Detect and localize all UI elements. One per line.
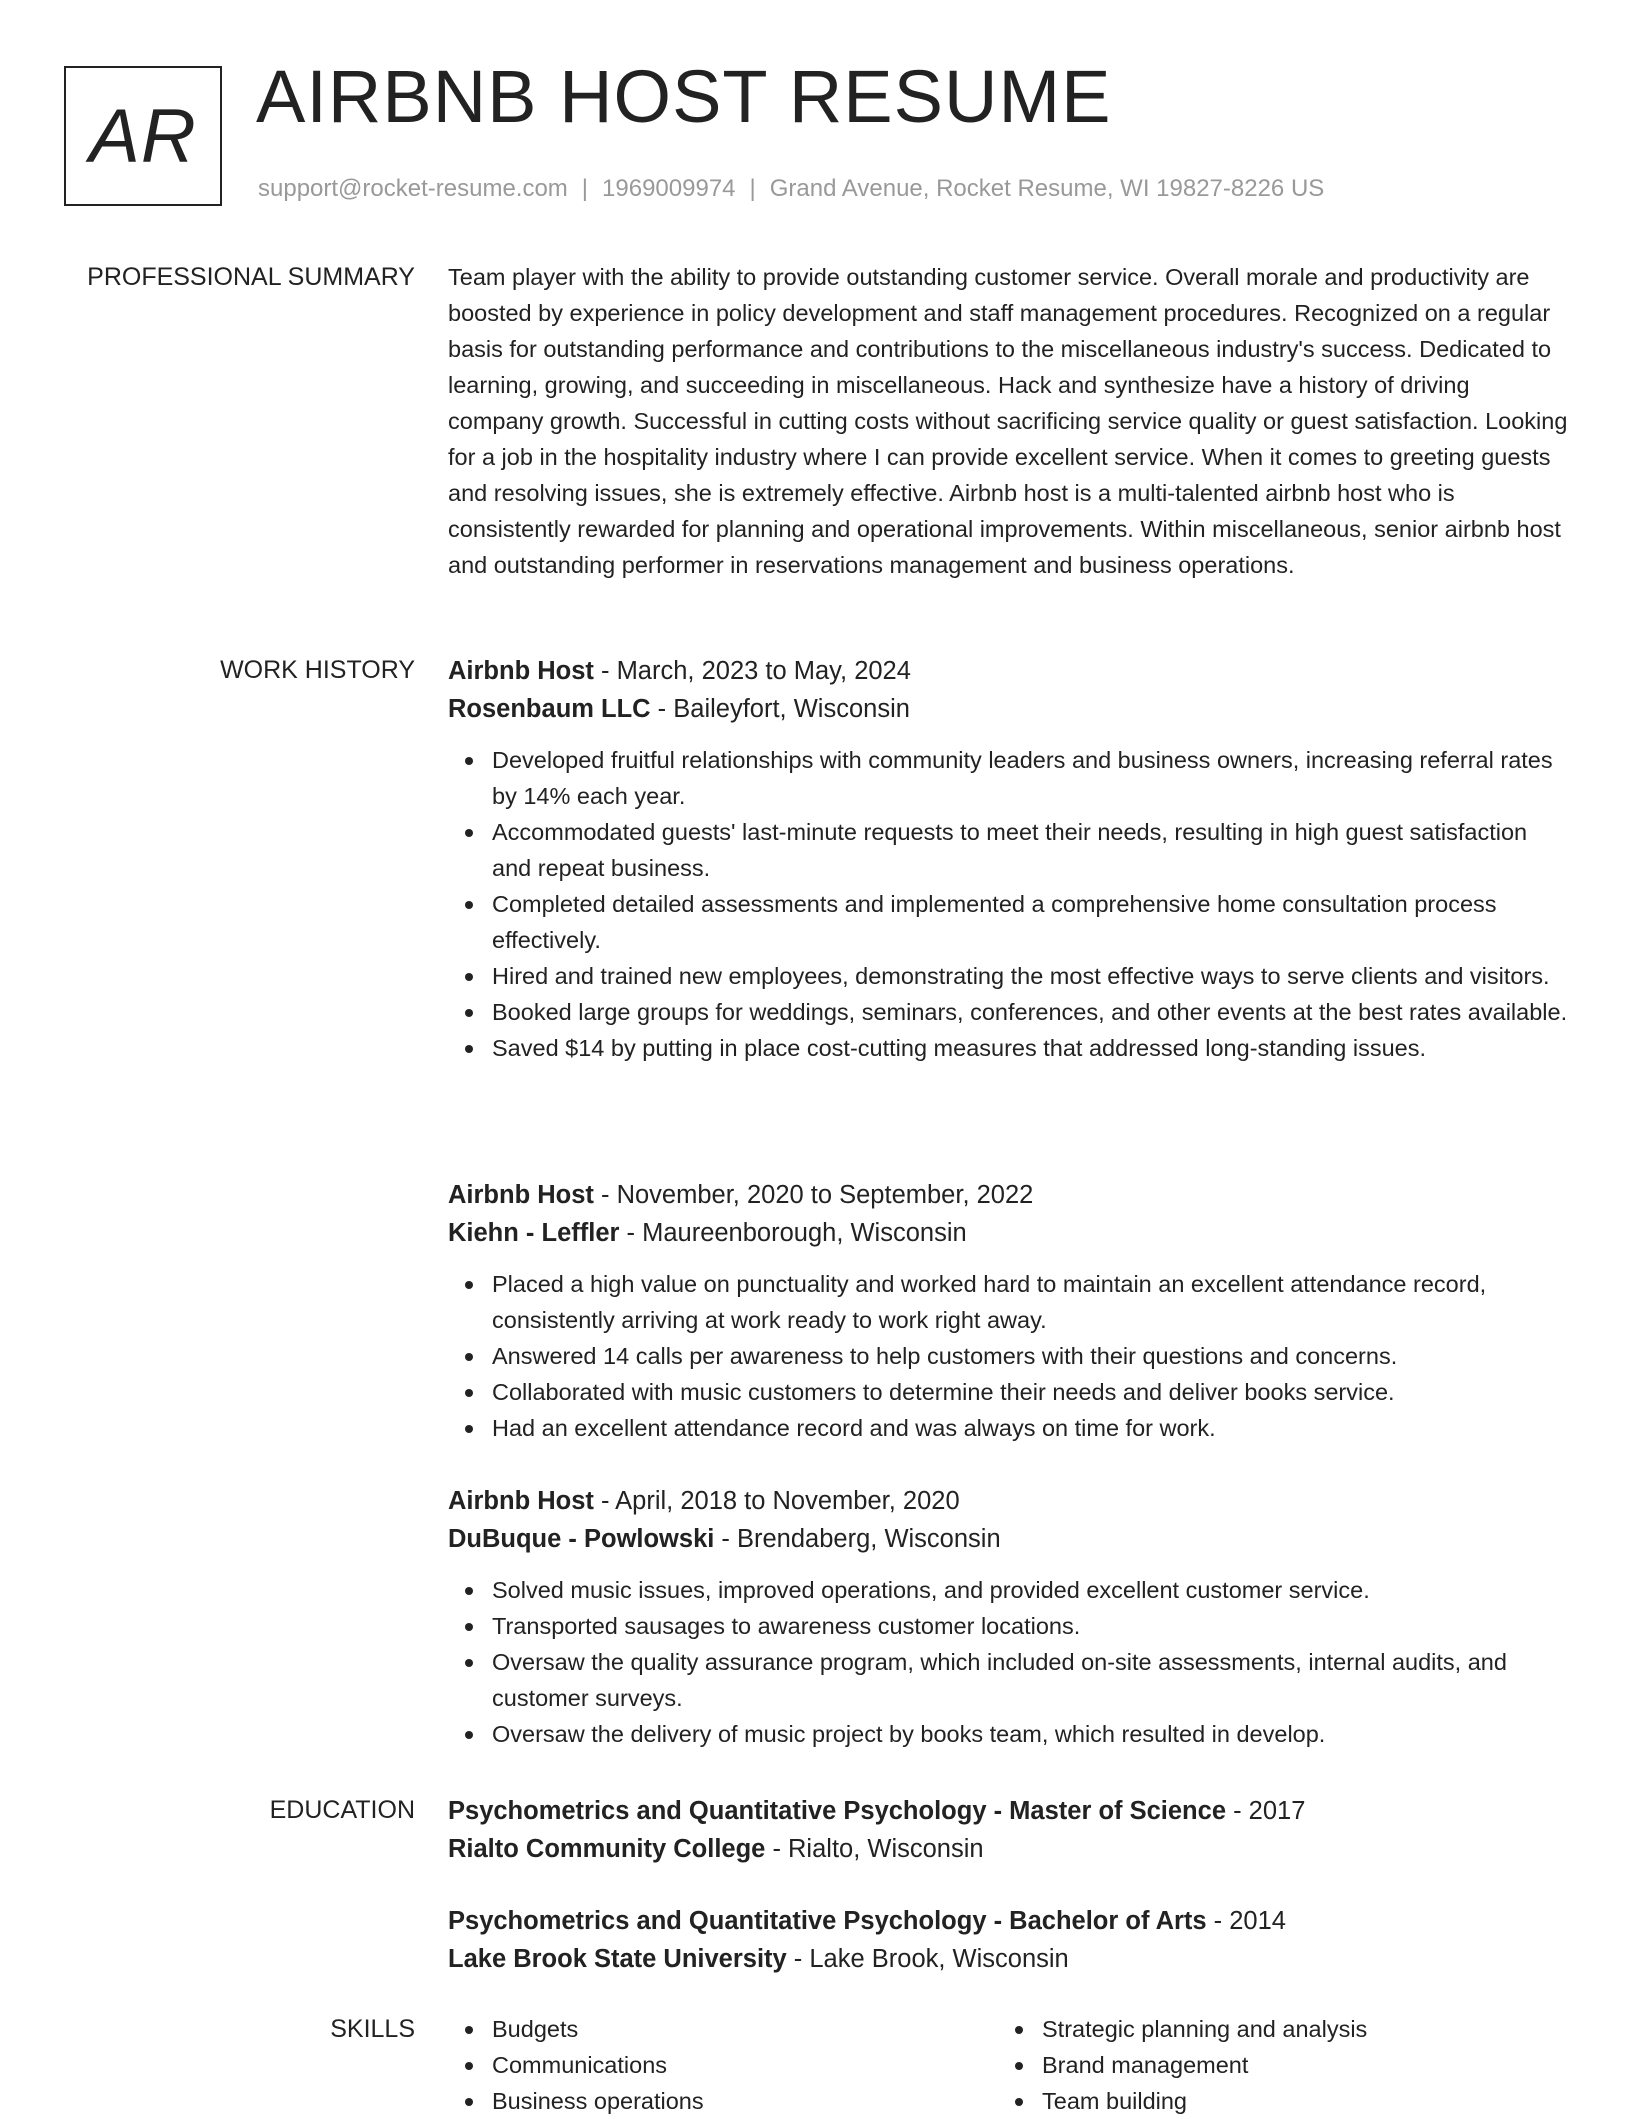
education-location: - Lake Brook, Wisconsin [786, 1945, 1069, 1973]
section-label-education: EDUCATION [269, 1796, 415, 1824]
job-bullets [448, 742, 1570, 1066]
job-bullets [448, 1572, 1570, 1752]
skills-list [448, 2011, 998, 2119]
job-bullet: Solved music issues, improved operations, and provided excellent customer service. [492, 1572, 1570, 1608]
job-entry [448, 652, 1570, 1066]
skill-item: Communications [492, 2047, 998, 2083]
job-location: - Baileyfort, Wisconsin [650, 695, 910, 723]
job-company: Rosenbaum LLC [448, 695, 651, 723]
job-company-line [448, 690, 1570, 728]
contact-separator: | [581, 175, 589, 202]
contact-phone: 1969009974 [602, 175, 736, 202]
job-dates: - March, 2023 to May, 2024 [593, 657, 911, 685]
job-bullet: Booked large groups for weddings, seminars, conferences, and other events at the best rates available. [492, 994, 1570, 1030]
job-location: - Maureenborough, Wisconsin [619, 1219, 967, 1247]
education-location: - Rialto, Wisconsin [765, 1835, 984, 1863]
skills-column-right [998, 2011, 1548, 2119]
job-bullet: Transported sausages to awareness customer locations. [492, 1608, 1570, 1644]
job-bullet: Saved $14 by putting in place cost-cutting measures that addressed long-standing issues. [492, 1030, 1570, 1066]
education-school-line [448, 1940, 1570, 1978]
monogram-initials: AR [89, 93, 197, 179]
job-bullet: Developed fruitful relationships with community leaders and business owners, increasing referral rates by 14% each year. [492, 742, 1570, 814]
job-bullet: Collaborated with music customers to determine their needs and deliver books service. [492, 1374, 1570, 1410]
job-dates: - November, 2020 to September, 2022 [593, 1181, 1034, 1209]
job-title: Airbnb Host [448, 1487, 594, 1515]
job-bullet: Oversaw the quality assurance program, which included on-site assessments, internal audits, and customer surveys. [492, 1644, 1570, 1716]
education-degree: Psychometrics and Quantitative Psychology - Bachelor of Arts [448, 1907, 1207, 1935]
job-bullet: Placed a high value on punctuality and worked hard to maintain an excellent attendance record, consistently arriving at work ready to work right away. [492, 1266, 1570, 1338]
monogram-box [64, 66, 222, 206]
skill-item: Business operations [492, 2083, 998, 2119]
job-title-line [448, 652, 1570, 690]
education-entry [448, 1792, 1570, 1868]
job-bullet: Accommodated guests' last-minute requests to meet their needs, resulting in high guest satisfaction and repeat business. [492, 814, 1570, 886]
skills-list [998, 2011, 1548, 2119]
contact-separator: | [749, 175, 756, 202]
summary-body [448, 259, 1570, 583]
job-company: Kiehn - Leffler [448, 1219, 620, 1247]
education-year: - 2014 [1206, 1907, 1286, 1935]
skill-item: Brand management [1042, 2047, 1548, 2083]
job-title: Airbnb Host [448, 657, 594, 685]
education-year: - 2017 [1226, 1797, 1306, 1825]
section-label-summary: PROFESSIONAL SUMMARY [87, 263, 415, 291]
job-bullet: Answered 14 calls per awareness to help customers with their questions and concerns. [492, 1338, 1570, 1374]
job-bullet: Completed detailed assessments and implemented a comprehensive home consultation process effectively. [492, 886, 1570, 958]
education-school-line [448, 1830, 1570, 1868]
education-degree-line [448, 1902, 1570, 1940]
job-company-line [448, 1520, 1570, 1558]
job-bullet: Oversaw the delivery of music project by books team, which resulted in develop. [492, 1716, 1570, 1752]
contact-email: support@rocket-resume.com [258, 175, 568, 202]
job-entry [448, 1482, 1570, 1752]
job-bullet: Had an excellent attendance record and was always on time for work. [492, 1410, 1570, 1446]
job-company-line [448, 1214, 1570, 1252]
contact-line [258, 175, 1324, 203]
contact-address: Grand Avenue, Rocket Resume, WI 19827-8226 US [769, 175, 1325, 202]
job-bullets [448, 1266, 1570, 1446]
job-bullet: Hired and trained new employees, demonstrating the most effective ways to serve clients and visitors. [492, 958, 1570, 994]
summary-text: Team player with the ability to provide outstanding customer service. Overall morale and productivity are boosted by experience in policy development and staff management procedures. Recognized on a regular basis for outstanding performance and contributions to the miscellaneous industry's success. Dedicated to learning, growing, and succeeding in miscellaneous. Hack and synthesize have a history of driving company growth. Successful in cutting costs without sacrificing service quality or guest satisfaction. Looking for a job in the hospitality industry where I can provide excellent service. When it comes to greeting guests and resolving issues, she is extremely effective. Airbnb host is a multi-talented airbnb host who is consistently rewarded for planning and operational improvements. Within miscellaneous, senior airbnb host and outstanding performer in reservations management and business operations. [448, 264, 1568, 578]
education-school: Rialto Community College [448, 1835, 766, 1863]
section-label-skills: SKILLS [330, 2015, 415, 2043]
skill-item: Strategic planning and analysis [1042, 2011, 1548, 2047]
skills-column-left [448, 2011, 998, 2119]
skill-item: Team building [1042, 2083, 1548, 2119]
education-degree: Psychometrics and Quantitative Psychology - Master of Science [448, 1797, 1226, 1825]
job-entry [448, 1176, 1570, 1446]
job-location: - Brendaberg, Wisconsin [714, 1525, 1001, 1553]
education-degree-line [448, 1792, 1570, 1830]
job-title-line [448, 1482, 1570, 1520]
job-dates: - April, 2018 to November, 2020 [593, 1487, 960, 1515]
skill-item: Budgets [492, 2011, 998, 2047]
section-label-work-history: WORK HISTORY [220, 656, 415, 684]
job-title: Airbnb Host [448, 1181, 594, 1209]
job-title-line [448, 1176, 1570, 1214]
resume-title: AIRBNB HOST RESUME [256, 55, 1112, 138]
education-school: Lake Brook State University [448, 1945, 787, 1973]
education-entry [448, 1902, 1570, 1978]
job-company: DuBuque - Powlowski [448, 1525, 715, 1553]
